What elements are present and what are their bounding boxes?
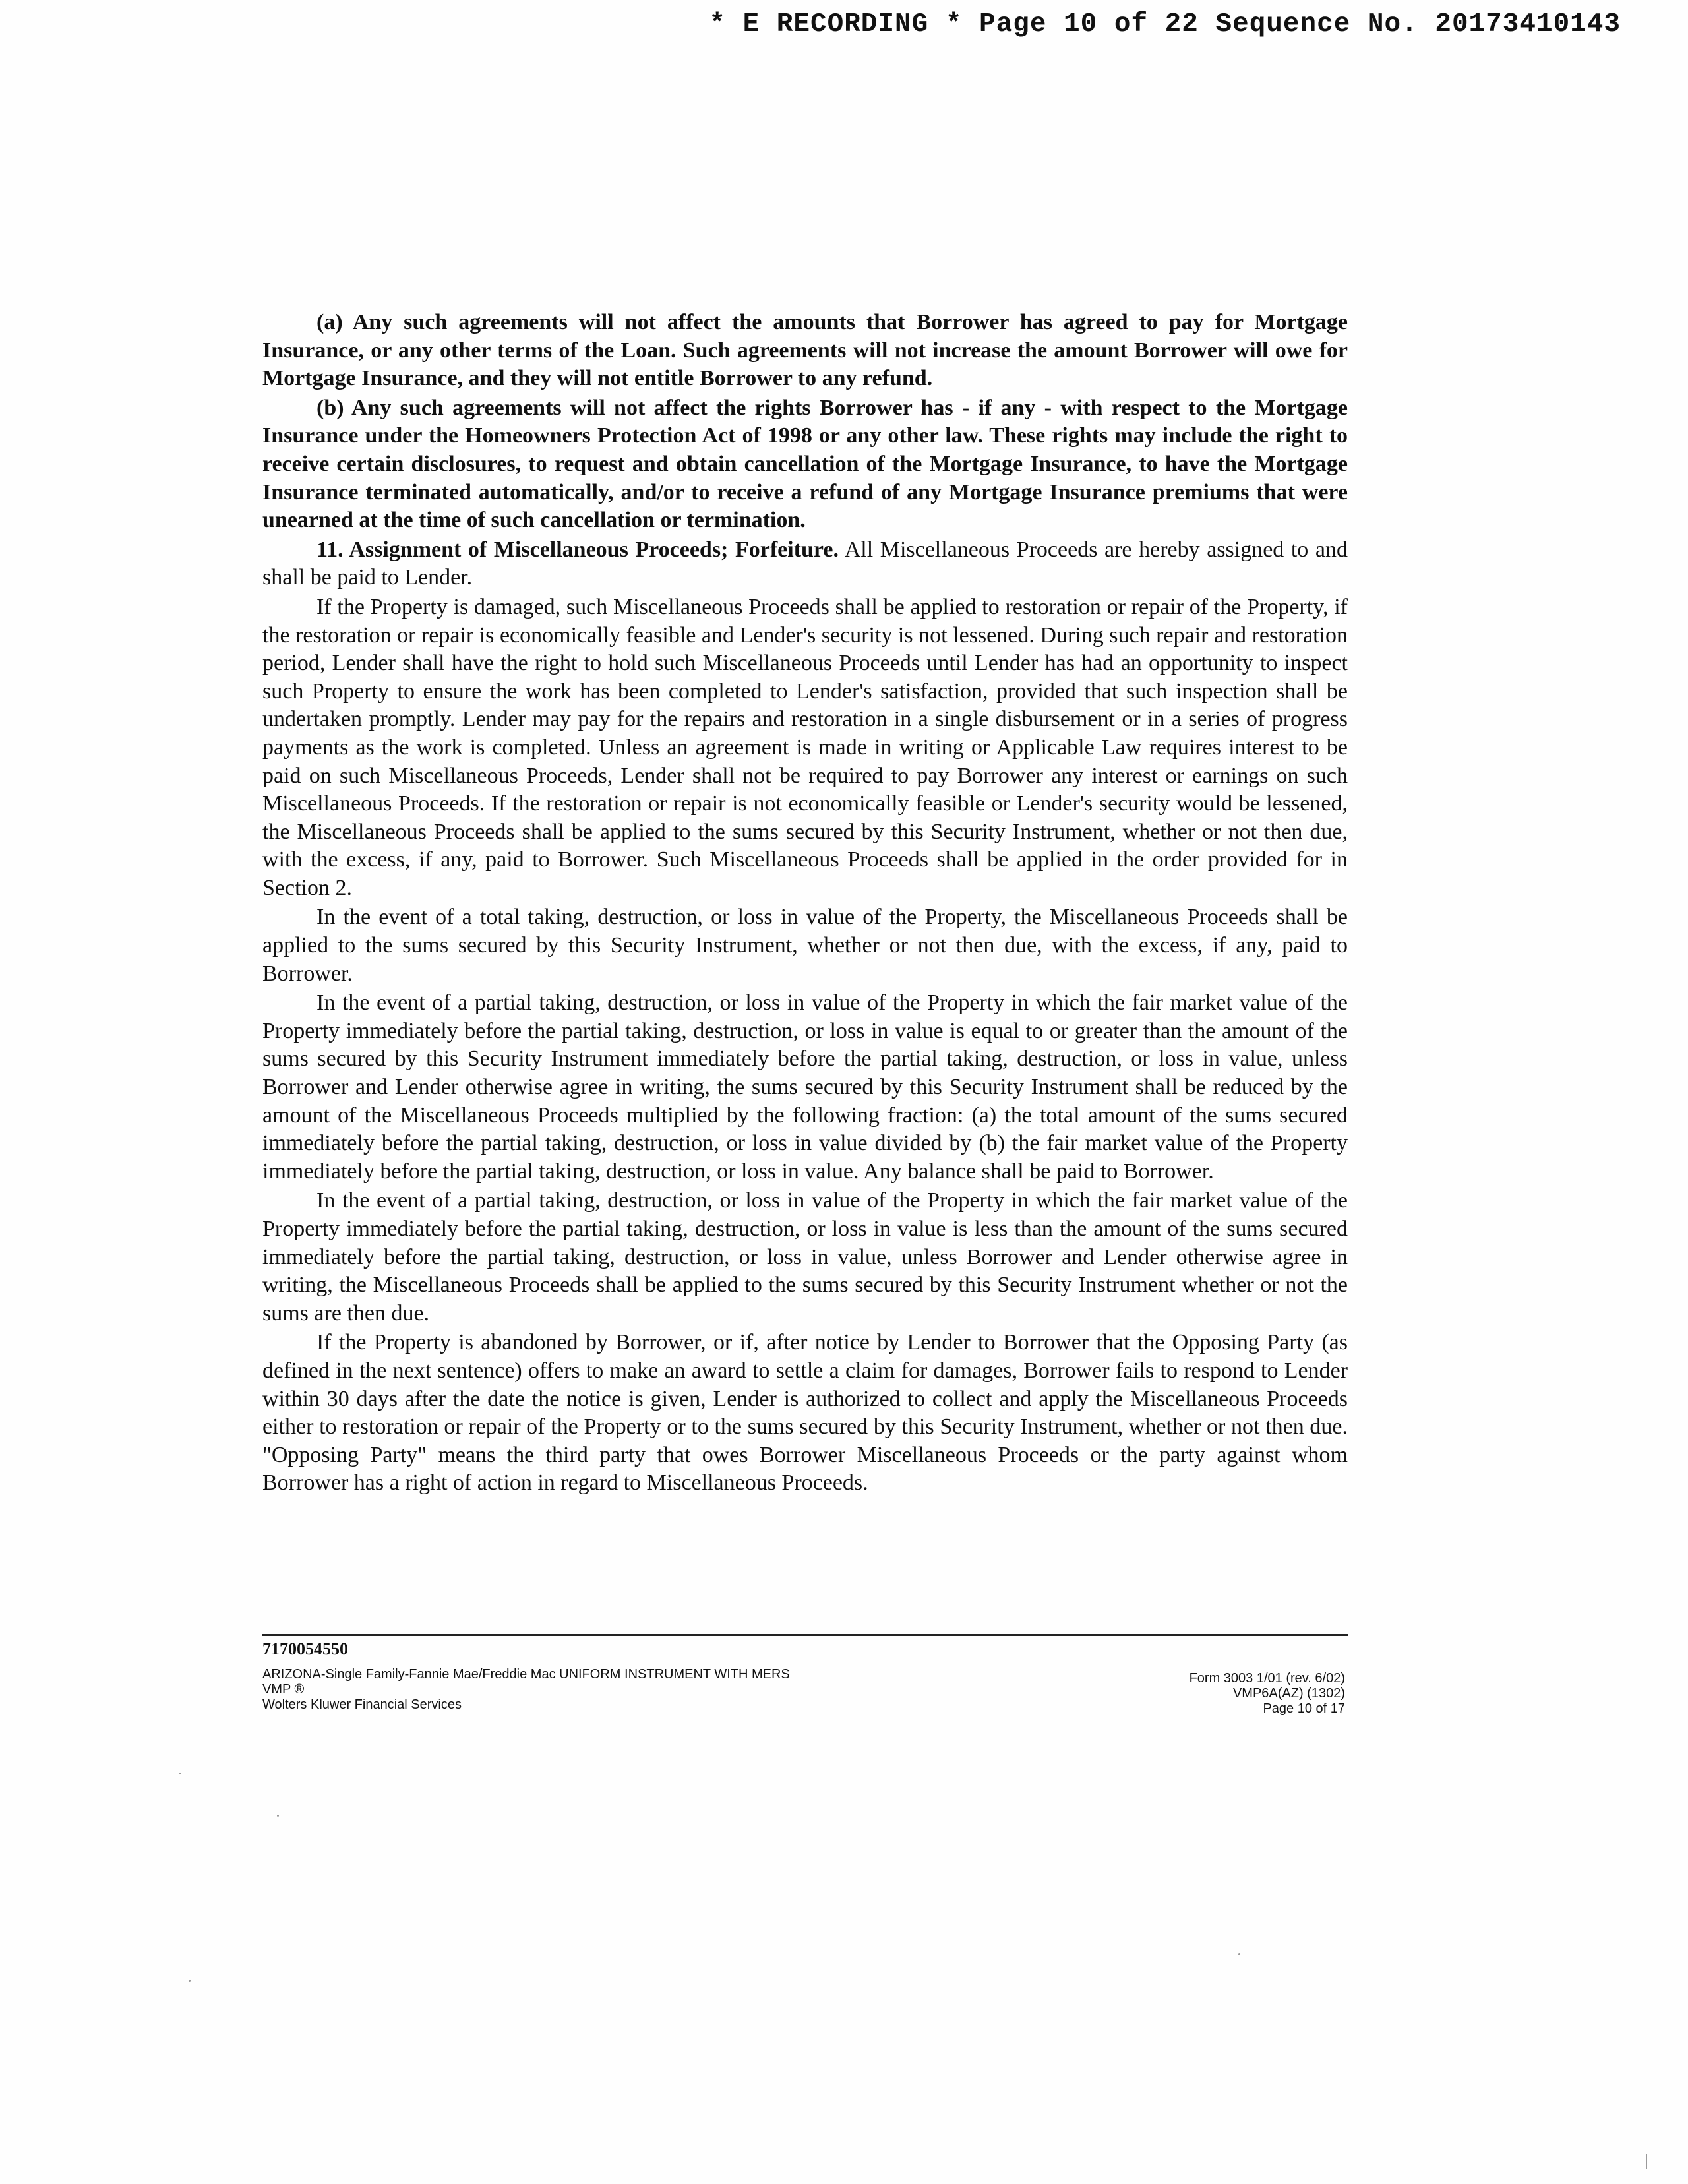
paragraph-property-abandoned: If the Property is abandoned by Borrower, or if, after notice by Lender to Borrower that the Opposing Party (as defined in the next sentence) offers to make an award to settle a claim for damages, Borrower fails to respond to Lender within 30 days after the date the notice is given, Lender is authorized to collect and apply the Miscellaneous Proceeds either to restoration or repair of the Property or to the sums secured by this Security Instrument, whether or not then due. "Opposing Party" means the third party that owes Borrower Miscellaneous Proceeds or the party against whom Borrower has a right of action in regard to Miscellaneous Proceeds. [262,1330,1348,1496]
vmp-mark: VMP ® [262,1682,305,1697]
form-title: ARIZONA-Single Family-Fannie Mae/Freddie Mac UNIFORM INSTRUMENT WITH MERS [262,1667,790,1682]
section-11-paragraph [262,536,1348,592]
publisher-name: Wolters Kluwer Financial Services [262,1697,462,1712]
paragraph-partial-taking-less: In the event of a partial taking, destruction, or loss in value of the Property in which the fair market value of the Property immediately before the partial taking, destruction, or loss in value is less than the amount of the sums secured immediately before the partial taking, destruction, or loss in value, unless Borrower and Lender otherwise agree in writing, the Miscellaneous Proceeds shall be applied to the sums secured by this Security Instrument whether or not the sums are then due. [262,1188,1348,1325]
paragraph-a: (a) Any such agreements will not affect the amounts that Borrower has agreed to pay for Mortgage Insurance, or any other terms of the Loan. Such agreements will not increase the amount Borrower will owe for Mortgage Insurance, and they will not entitle Borrower to any refund. [262,310,1348,391]
form-code: VMP6A(AZ) (1302) [1232,1686,1345,1701]
paragraph-property-damaged: If the Property is damaged, such Miscellaneous Proceeds shall be applied to restoration or repair of the Property, if the restoration or repair is economically feasible and Lender's security is not lessened. During such repair and restoration period, Lender shall have the right to hold such Miscellaneous Proceeds until Lender has had an opportunity to inspect such Property to ensure the work has been completed to Lender's satisfaction, provided that such inspection shall be undertaken promptly. Lender may pay for the repairs and restoration in a single disbursement or in a series of progress payments as the work is completed. Unless an agreement is made in writing or Applicable Law requires interest to be paid on such Miscellaneous Proceeds, Lender shall not be required to pay Borrower any interest or earnings on such Miscellaneous Proceeds. If the restoration or repair is not economically feasible or Lender's security would be lessened, the Miscellaneous Proceeds shall be applied to the sums secured by this Security Instrument, whether or not then due, with the excess, if any, paid to Borrower. Such Miscellaneous Proceeds shall be applied in the order provided for in Section 2. [262,594,1348,900]
document-body [262,309,1348,1499]
footer-form-info [262,1667,790,1713]
paragraph-b: (b) Any such agreements will not affect the rights Borrower has - if any - with respect to the Mortgage Insurance under the Homeowners Protection Act of 1998 or any other law. These rights may include the right to receive certain disclosures, to request and obtain cancellation of the Mortgage Insurance, to have the Mortgage Insurance terminated automatically, and/or to receive a refund of any Mortgage Insurance premiums that were unearned at the time of such cancellation or termination. [262,395,1348,533]
form-number: Form 3003 1/01 (rev. 6/02) [1189,1671,1345,1685]
paragraph-total-taking: In the event of a total taking, destruction, or loss in value of the Property, the Miscellaneous Proceeds shall be applied to the sums secured by this Security Instrument, whether or not then due, with the excess, if any, paid to Borrower. [262,905,1348,986]
loan-number: 7170054550 [262,1639,348,1658]
recording-stamp: * E RECORDING * Page 10 of 22 Sequence No. 20173410143 [709,9,1621,40]
page-number: Page 10 of 17 [1263,1701,1345,1716]
scan-mark [1646,2154,1647,2169]
section-11-text: All Miscellaneous Proceeds are hereby assigned to and shall be paid to Lender. [262,537,1348,590]
paragraph-partial-taking-equal: In the event of a partial taking, destruction, or loss in value of the Property in which the fair market value of the Property immediately before the partial taking, destruction, or loss in value is equal to or greater than the amount of the sums secured by this Security Instrument immediately before the partial taking, destruction, or loss in value, unless Borrower and Lender otherwise agree in writing, the sums secured by this Security Instrument shall be reduced by the amount of the Miscellaneous Proceeds multiplied by the following fraction: (a) the total amount of the sums secured immediately before the partial taking, destruction, or loss in value divided by (b) the fair market value of the Property immediately before the partial taking, destruction, or loss in value. Any balance shall be paid to Borrower. [262,990,1348,1184]
scan-speck [1238,1953,1240,1955]
scan-speck [179,1773,181,1774]
footer-divider [262,1634,1348,1636]
section-11-heading: 11. Assignment of Miscellaneous Proceeds; Forfeiture. [316,537,839,562]
footer-form-number [1190,1671,1345,1716]
scan-speck [277,1815,279,1817]
scan-speck [189,1980,191,1982]
